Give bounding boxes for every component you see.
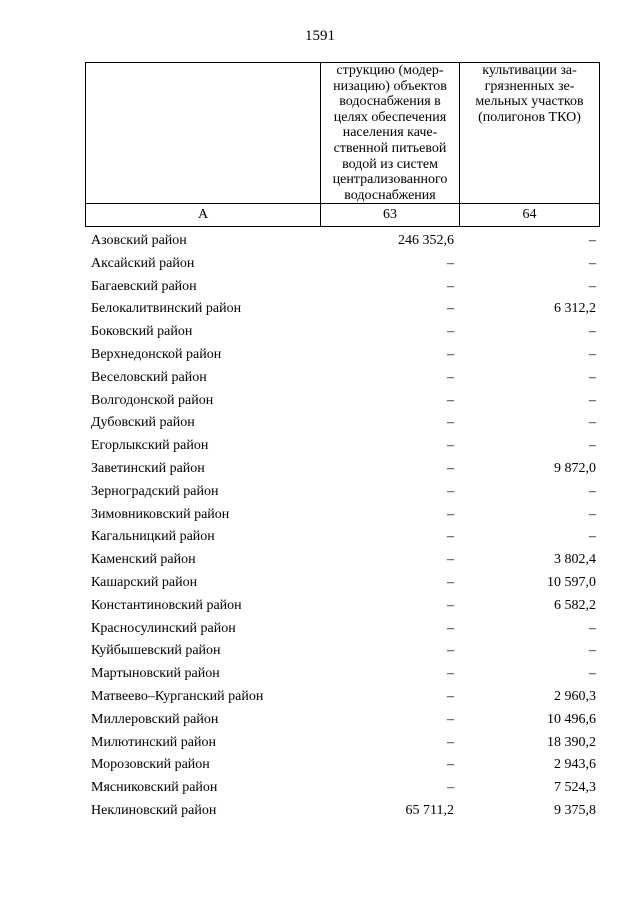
value-col64: – [589, 392, 596, 408]
district-name: Заветинский район [91, 460, 205, 476]
header-text-line: низацию) объектов [333, 78, 447, 94]
page-number: 1591 [305, 28, 335, 44]
district-name: Боковский район [91, 324, 193, 340]
value-col64: – [589, 643, 596, 659]
value-col64: 18 390,2 [547, 734, 596, 750]
value-col63: – [447, 734, 454, 750]
district-name: Неклиновский район [91, 802, 217, 818]
value-col63: – [447, 666, 454, 682]
value-col64: – [589, 506, 596, 522]
table-row [91, 754, 596, 777]
value-col64: – [589, 666, 596, 682]
value-col64: 9 872,0 [554, 460, 596, 476]
value-col63: – [447, 620, 454, 636]
header-text-line: централизованного [332, 172, 448, 188]
value-col64: – [589, 483, 596, 499]
district-name: Кашарский район [91, 574, 198, 590]
district-name: Константиновский район [91, 597, 242, 613]
table-row [91, 344, 596, 367]
table-row [91, 435, 596, 458]
header-text-line: водой из систем [342, 156, 438, 172]
value-col64: 7 524,3 [554, 780, 596, 796]
header-cell-col63 [321, 63, 460, 204]
value-col63: – [447, 415, 454, 431]
value-col63: – [447, 757, 454, 773]
header-text-line: струкцию (модер- [336, 63, 444, 78]
value-col64: – [589, 278, 596, 294]
table-row [91, 777, 596, 800]
table-row [91, 230, 596, 253]
district-name: Верхнедонской район [91, 346, 222, 362]
value-col64: 3 802,4 [554, 552, 596, 568]
value-col63: – [447, 369, 454, 385]
header-cell-name [86, 63, 321, 204]
district-name: Милютинский район [91, 734, 217, 750]
value-col64: 2 960,3 [554, 688, 596, 704]
header-text-line: культивации за- [482, 63, 577, 78]
value-col64: – [589, 324, 596, 340]
table-row [91, 481, 596, 504]
table-row [91, 321, 596, 344]
district-name: Куйбышевский район [91, 643, 221, 659]
value-col63: – [447, 688, 454, 704]
header-text-line: целях обеспечения [333, 109, 447, 125]
value-col63: – [447, 346, 454, 362]
value-col64: 9 375,8 [554, 802, 596, 818]
value-col63: 65 711,2 [405, 802, 454, 818]
value-col63: – [447, 301, 454, 317]
district-name: Морозовский район [91, 757, 210, 773]
value-col64: 6 312,2 [554, 301, 596, 317]
district-name: Мартыновский район [91, 666, 220, 682]
district-name: Дубовский район [91, 415, 195, 431]
value-col64: 2 943,6 [554, 757, 596, 773]
district-name: Зимовниковский район [91, 506, 230, 522]
value-col64: – [589, 438, 596, 454]
district-name: Каменский район [91, 552, 196, 568]
district-name: Багаевский район [91, 278, 197, 294]
table-row [91, 663, 596, 686]
value-col63: – [447, 574, 454, 590]
value-col63: – [447, 643, 454, 659]
header-cell-col64 [460, 63, 600, 204]
table-row [91, 709, 596, 732]
table-header [85, 62, 600, 227]
value-col64: 6 582,2 [554, 597, 596, 613]
value-col63: – [447, 780, 454, 796]
value-col64: – [589, 620, 596, 636]
value-col64: 10 496,6 [547, 711, 596, 727]
value-col63: – [447, 460, 454, 476]
district-name: Волгодонской район [91, 392, 214, 408]
table-row [91, 526, 596, 549]
header-row [86, 63, 600, 204]
district-name: Аксайский район [91, 255, 195, 271]
table-row [91, 686, 596, 709]
header-text-line: водоснабжения в [339, 94, 441, 110]
table-row [91, 458, 596, 481]
value-col63: – [447, 278, 454, 294]
value-col64: – [589, 233, 596, 248]
value-col63: 246 352,6 [398, 233, 454, 248]
table-row [91, 412, 596, 435]
table-row [91, 595, 596, 618]
header-text-line: мельных участков [475, 94, 584, 110]
district-name: Егорлыкский район [91, 438, 209, 454]
value-col64: – [589, 529, 596, 545]
header-text-line: (полигонов ТКО) [478, 109, 581, 125]
value-col64: – [589, 415, 596, 431]
table-row [91, 572, 596, 595]
header-number-64: 64 [460, 204, 600, 227]
district-name: Зерноградский район [91, 483, 219, 499]
table-row [91, 253, 596, 276]
district-name: Кагальницкий район [91, 529, 215, 545]
table-row [91, 640, 596, 663]
table-row [91, 732, 596, 755]
district-name: Белокалитвинский район [91, 301, 242, 317]
value-col63: – [447, 392, 454, 408]
table-body [91, 230, 596, 823]
value-col64: 10 597,0 [547, 574, 596, 590]
value-col63: – [447, 711, 454, 727]
table-row [91, 549, 596, 572]
header-numbering-row [86, 204, 600, 227]
district-name: Мясниковский район [91, 780, 218, 796]
value-col63: – [447, 552, 454, 568]
district-name: Веселовский район [91, 369, 207, 385]
value-col64: – [589, 369, 596, 385]
header-letter-a: А [86, 204, 321, 227]
table-row [91, 276, 596, 299]
table-row [91, 504, 596, 527]
header-text-line: грязненных зе- [484, 78, 575, 94]
value-col64: – [589, 255, 596, 271]
value-col64: – [589, 346, 596, 362]
value-col63: – [447, 529, 454, 545]
header-text-line: ственной питьевой [333, 140, 447, 156]
district-name: Красносулинский район [91, 620, 236, 636]
table-row [91, 390, 596, 413]
table-row [91, 298, 596, 321]
value-col63: – [447, 324, 454, 340]
value-col63: – [447, 255, 454, 271]
district-name: Азовский район [91, 233, 187, 248]
district-name: Матвеево–Курганский район [91, 688, 264, 704]
value-col63: – [447, 597, 454, 613]
district-name: Миллеровский район [91, 711, 219, 727]
header-number-63: 63 [321, 204, 460, 227]
header-text-line: населения каче- [342, 125, 438, 141]
value-col63: – [447, 506, 454, 522]
table-row [91, 367, 596, 390]
table-row [91, 800, 596, 823]
value-col63: – [447, 438, 454, 454]
table-row [91, 618, 596, 641]
value-col63: – [447, 483, 454, 499]
header-text-line: водоснабжения [344, 187, 436, 203]
